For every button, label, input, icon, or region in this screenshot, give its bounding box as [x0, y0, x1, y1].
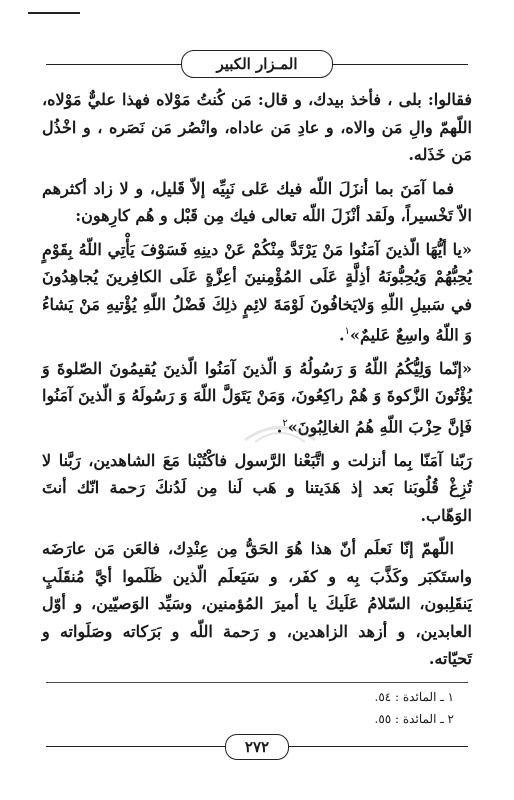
running-header-title: المـزار الكبير	[216, 55, 298, 73]
running-header	[181, 50, 333, 78]
quran-verse-55: «إنّما وَلِيُّكُمُ اللّهُ وَ رَسُولُهُ وَ الّذينَ آمَنُوا الّذينَ يُقيمُونَ الصّلوةَ وَ يُؤْتُونَ الزَّكوةَ وَ هُمْ راكِعُونَ، وَمَنْ يَتَوَلَّ اللّهَ وَ رَسُولَهُ وَ الّذينَ آمَنُوا فَإنَّ حِزْبَ اللّهِ هُمُ الغالِبُونَ»$^٢$.	[42, 358, 472, 437]
paragraph-salutation: اللّهمّ إنّا نَعلَم أنّ هذا هُوَ الحَقُّ مِن عِنْدِك، فالعَن مَن عارَضَه واستَكبَر وكَذَّبَ بِه و كفَر، و سَيَعلَم الّذين ظَلَموا أيَّ مُنقَلَبٍ يَنقَلِبون، السّلامُ عَلَيكَ يا أميرَ المُؤمنين، وسَيِّد الوَصيّين، و أوّل العابدين، و أزهد الزاهدين، و رَحمة اللّه و بَرَكاته وصَلَواته و تَحيّاته.	[42, 539, 472, 669]
paragraph-revelation: فما آمَنَ بما أنزَلَ اللّه فيك عَلى نَبِيِّه إلاّ قَليل، و لا زاد أكثرهم الاّ تَخْسيراً، ولَقد أنْزَلَ اللّه تعالى فيك مِن قَبْل و هُم كارِهون:	[42, 178, 472, 225]
footnote-ref-2: ٢	[282, 417, 288, 429]
quran-verse-54: «يا أيُّهَا الّذينَ آمَنُوا مَنْ يَرْتَدَّ مِنْكُمْ عَنْ دينِهِ فَسَوْفَ يَأْتِي اللّهُ بِقَوْمٍ يُحِبُّهُمْ وَيُحِبُّونَهُ أذِلَّةٍ عَلَى المُؤْمِنينَ أعِزَّةٍ عَلَى الكافِرينَ يُجاهِدُونَ في سَبيلِ اللّهِ وَلايَخافُونَ لَوْمَةَ لائِمٍ ذلِكَ فَضْلُ اللّهِ يُؤْتيهِ مَنْ يَشاءُ وَ اللّهُ واسِعٌ عَليمٌ»$^١$.	[42, 239, 472, 345]
paragraph-supplication: رَبّنا آمَنّا بِما أنزلت و اتَّبَعْنا الرَّسول فاكْتُبْنا مَعَ الشاهدين، رَبَّنا لا تُزِغْ قُلُوبَنا بَعد إذ هَدَيتنا و هَب لَنا مِن لَدُنكَ رَحمة انّك أنتَ الوَهّاب.	[42, 450, 473, 525]
watermark-emblem	[240, 410, 320, 450]
footnote-1: ١ ـ المائدة : ٥٤.	[374, 690, 454, 704]
page-number: ٢٧٢	[225, 734, 289, 760]
paragraph-ghadir: فقالوا: بلى ، فأخذ بيدك، و قال: مَن كُنتُ مَوْلاه فهذا عليٌّ مَوْلاه، اللّهمّ والِ مَن والاه، و عادِ مَن عاداه، وانْصُر مَن نَصَره ، و اخْذُل مَن خَذَله.	[42, 90, 472, 164]
footnote-rule	[46, 682, 468, 683]
footnote-ref-1: ١	[344, 326, 350, 337]
top-corner-mark	[28, 12, 80, 14]
footnotes	[375, 686, 455, 730]
footnote-2: ٢ ـ المائدة : ٥٥.	[374, 712, 454, 726]
body-text	[42, 86, 472, 679]
